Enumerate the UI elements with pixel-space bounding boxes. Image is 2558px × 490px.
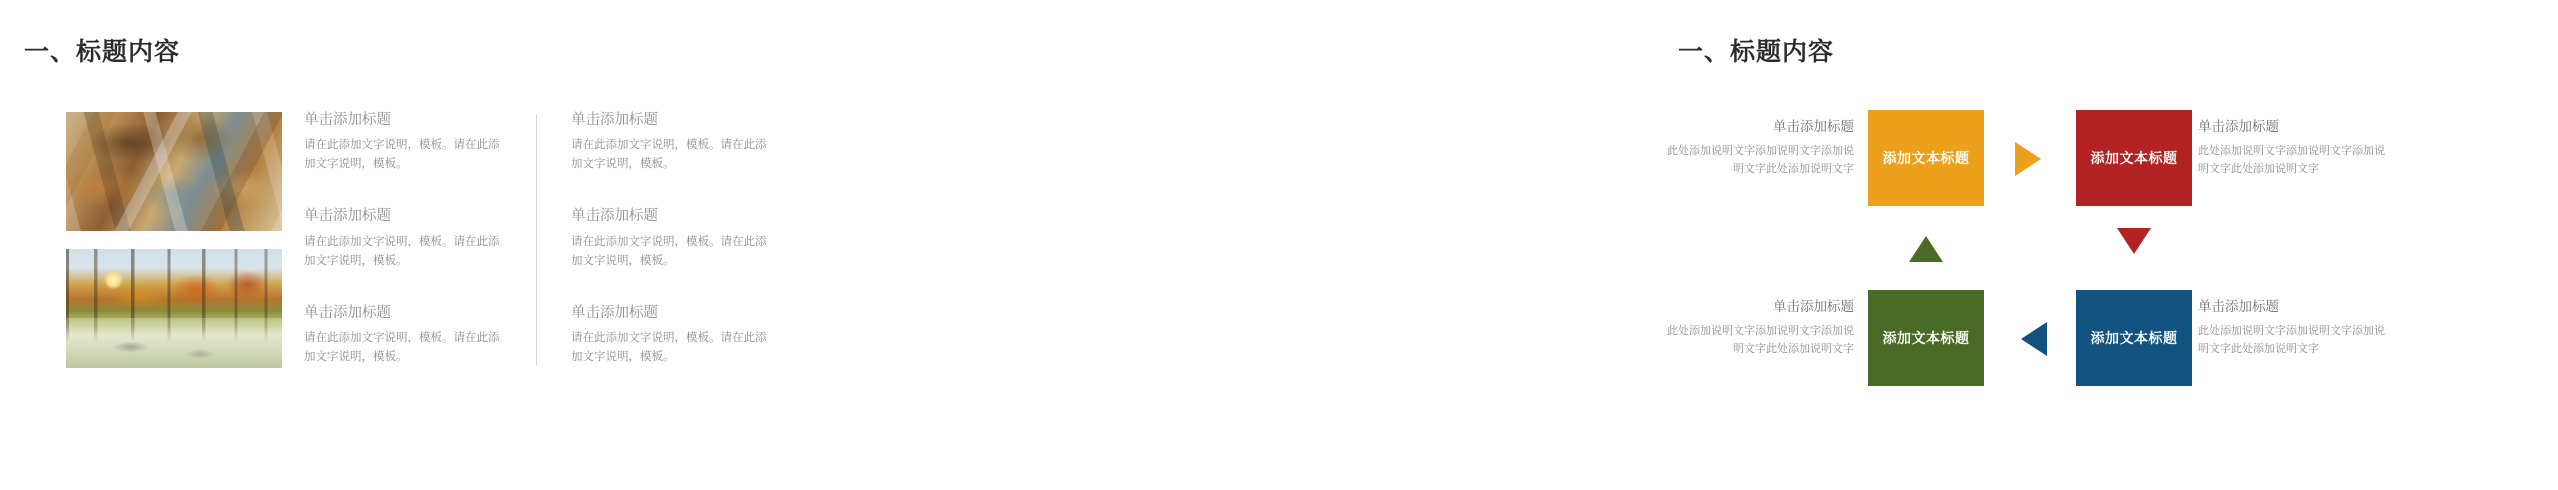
- text-block: [304, 305, 504, 367]
- text-block-body: 请在此添加文字说明，模板。请在此添加文字说明，模板。: [571, 139, 767, 171]
- arrow-right-icon: [2015, 142, 2041, 176]
- slide-right: [860, 0, 2385, 490]
- text-block-body: 请在此添加文字说明，模板。请在此添加文字说明，模板。: [304, 235, 500, 267]
- callout-body: 此处添加说明文字添加说明文字添加说明文字此处添加说明文字: [2198, 324, 2385, 356]
- text-block-title: 单击添加标题: [571, 304, 658, 321]
- text-block-body: 请在此添加文字说明，模板。请在此添加文字说明，模板。: [304, 332, 500, 364]
- text-column-right: [571, 112, 771, 367]
- text-block-title: 单击添加标题: [304, 112, 391, 128]
- diagram-box-green[interactable]: 添加文本标题: [1868, 290, 1984, 386]
- autumn-landscape-painting: [66, 249, 282, 368]
- callout-title: 单击添加标题: [2198, 299, 2279, 314]
- text-block: [571, 112, 771, 174]
- callout-body: 此处添加说明文字添加说明文字添加说明文字此处添加说明文字: [2198, 144, 2385, 176]
- text-column-left: [304, 112, 536, 367]
- callout-bottom-right: [2198, 298, 2388, 359]
- image-column: [66, 112, 282, 386]
- text-block: [571, 305, 771, 367]
- callout-top-left: [1664, 118, 1854, 179]
- page-title: 一、标题内容: [24, 38, 181, 66]
- text-block-title: 单击添加标题: [304, 304, 391, 321]
- callout-top-right: [2198, 118, 2388, 179]
- text-block-title: 单击添加标题: [571, 112, 658, 128]
- text-block-body: 请在此添加文字说明，模板。请在此添加文字说明，模板。: [304, 139, 500, 171]
- callout-title: 单击添加标题: [2198, 119, 2279, 134]
- text-block-title: 单击添加标题: [304, 208, 391, 225]
- text-block-title: 单击添加标题: [571, 208, 658, 225]
- callout-body: 此处添加说明文字添加说明文字添加说明文字此处添加说明文字: [1667, 144, 1854, 176]
- diagram-box-red[interactable]: 添加文本标题: [2076, 110, 2192, 206]
- slide-left: [0, 0, 860, 490]
- arrow-down-icon: [2117, 228, 2151, 254]
- callout-title: 单击添加标题: [1773, 299, 1854, 314]
- abstract-painting: [66, 112, 282, 231]
- text-block: [304, 112, 504, 174]
- text-block: [304, 208, 504, 270]
- column-divider: [536, 114, 537, 365]
- arrow-up-icon: [1909, 236, 1943, 262]
- text-block: [571, 208, 771, 270]
- text-columns: [304, 112, 774, 367]
- text-block-body: 请在此添加文字说明，模板。请在此添加文字说明，模板。: [571, 332, 767, 364]
- diagram-box-orange[interactable]: 添加文本标题: [1868, 110, 1984, 206]
- callout-bottom-left: [1664, 298, 1854, 359]
- diagram-box-blue[interactable]: 添加文本标题: [2076, 290, 2192, 386]
- text-block-body: 请在此添加文字说明，模板。请在此添加文字说明，模板。: [571, 235, 767, 267]
- page-title: 一、标题内容: [1678, 38, 1835, 66]
- callout-title: 单击添加标题: [1773, 119, 1854, 134]
- callout-body: 此处添加说明文字添加说明文字添加说明文字此处添加说明文字: [1667, 324, 1854, 356]
- cycle-diagram: [1667, 100, 2558, 400]
- arrow-left-icon: [2021, 322, 2047, 356]
